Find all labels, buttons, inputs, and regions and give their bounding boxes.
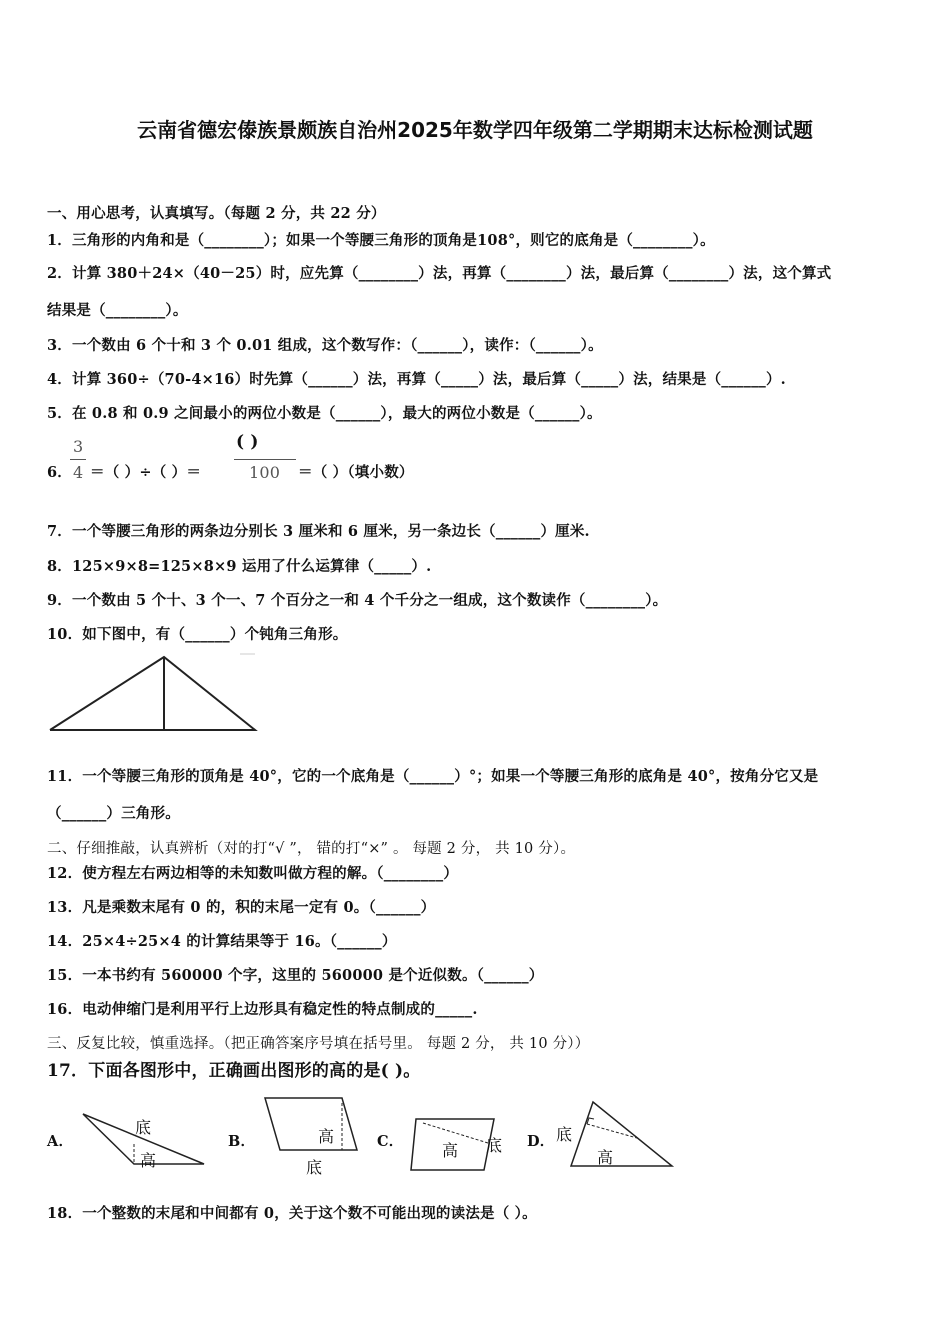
question-5: 5．在 0.8 和 0.9 之间最小的两位小数是（______），最大的两位小数是（______）。 bbox=[47, 405, 602, 422]
question-17: 17．下面各图形中，正确画出图形的高的是( )。 bbox=[47, 1061, 421, 1081]
option-a-label: A． bbox=[47, 1133, 74, 1150]
fraction1-numerator: 3 bbox=[73, 437, 84, 456]
section1-heading: 一、用心思考，认真填写。（每题 2 分，共 22 分） bbox=[47, 205, 386, 222]
section3-heading: 三、反复比较，慎重选择。（把正确答案序号填在括号里。 每题 2 分， 共 10 分）） bbox=[47, 1036, 590, 1052]
option-b-base-text: 底 bbox=[306, 1158, 323, 1177]
fraction2-denominator: 100 bbox=[249, 463, 281, 482]
option-c-height-text: 高 bbox=[442, 1141, 459, 1160]
question-1: 1．三角形的内角和是（________）；如果一个等腰三角形的顶角是108°，则它的底角是（________）。 bbox=[47, 232, 715, 249]
question-10: 10．如下图中，有（______）个钝角三角形。 bbox=[47, 626, 348, 643]
exam-title: 云南省德宏傣族景颇族自治州2025年数学四年级第二学期期末达标检测试题 bbox=[137, 118, 813, 142]
option-a-height-text: 高 bbox=[140, 1151, 157, 1170]
question-2-line2: 结果是（________）。 bbox=[47, 302, 188, 319]
option-d-height-text: 高 bbox=[597, 1148, 614, 1167]
fraction1-denominator: 4 bbox=[73, 463, 84, 482]
question-13: 13．凡是乘数末尾有 0 的，积的末尾一定有 0。（______） bbox=[47, 899, 436, 916]
question-2-line1: 2．计算 380＋24×（40－25）时，应先算（________）法，再算（________）法，最后算（________）法，这个算式 bbox=[47, 265, 832, 282]
option-d-figure bbox=[565, 1098, 677, 1170]
option-c-base-text: 底 bbox=[486, 1136, 503, 1155]
question-4: 4．计算 360÷（70-4×16）时先算（______）法，再算（_____）法，最后算（_____）法，结果是（______）. bbox=[47, 371, 786, 388]
question-15: 15．一本书约有 560000 个字，这里的 560000 是个近似数。（______） bbox=[47, 967, 544, 984]
question-10-triangle-figure bbox=[45, 650, 265, 736]
option-d-label: D． bbox=[527, 1133, 555, 1150]
question-6-number: 6． bbox=[47, 464, 72, 481]
option-a-base-text: 底 bbox=[135, 1118, 152, 1137]
option-b-height-text: 高 bbox=[318, 1127, 335, 1146]
question-8: 8．125×9×8=125×8×9 运用了什么运算律（_____）. bbox=[47, 558, 432, 575]
question-3: 3．一个数由 6 个十和 3 个 0.01 组成，这个数写作：（______），读作：（______）。 bbox=[47, 337, 603, 354]
question-11-line2: （______）三角形。 bbox=[47, 805, 180, 822]
fraction2-numerator: ( ) bbox=[236, 432, 259, 452]
question-11-line1: 11．一个等腰三角形的顶角是 40°，它的一个底角是（______）°；如果一个等腰三角形的底角是 40°，按角分它又是 bbox=[47, 768, 819, 785]
question-6-tail: ＝（ ）（填小数） bbox=[298, 464, 414, 481]
question-14: 14．25×4÷25×4 的计算结果等于 16。（______） bbox=[47, 933, 397, 950]
option-b-figure bbox=[260, 1095, 360, 1155]
section2-heading: 二、仔细推敲，认真辨析（对的打“√ ”， 错的打“×” 。 每题 2 分， 共 10 分）。 bbox=[47, 841, 576, 857]
question-18: 18．一个整数的末尾和中间都有 0，关于这个数不可能出现的读法是（ ）。 bbox=[47, 1205, 537, 1222]
question-12: 12．使方程左右两边相等的未知数叫做方程的解。（________） bbox=[47, 865, 459, 882]
question-7: 7．一个等腰三角形的两条边分别长 3 厘米和 6 厘米，另一条边长（______）厘米. bbox=[47, 523, 590, 540]
question-16: 16．电动伸缩门是利用平行上边形具有稳定性的特点制成的_____. bbox=[47, 1001, 478, 1018]
option-d-base-text: 底 bbox=[556, 1125, 573, 1144]
fraction2-bar bbox=[234, 459, 296, 460]
option-c-label: C． bbox=[377, 1133, 404, 1150]
fraction1-bar bbox=[70, 459, 86, 460]
option-b-label: B． bbox=[228, 1133, 256, 1150]
question-6-middle: ＝（ ）÷（ ）＝ bbox=[90, 464, 202, 481]
question-9: 9．一个数由 5 个十、3 个一、7 个百分之一和 4 个千分之一组成，这个数读作（________）。 bbox=[47, 592, 668, 609]
